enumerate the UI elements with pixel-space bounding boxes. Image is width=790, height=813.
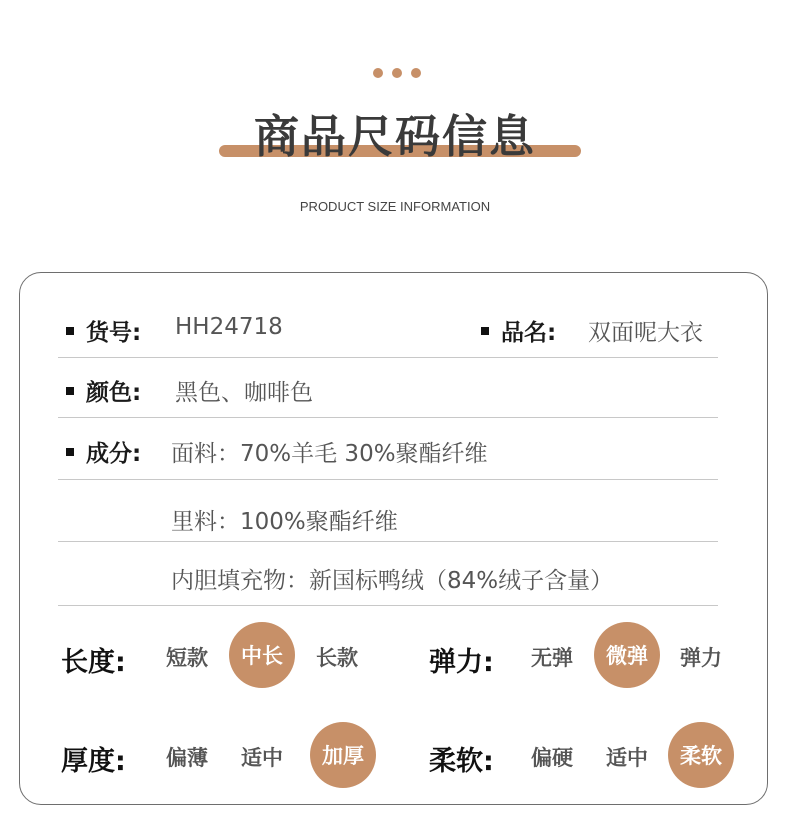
item-no-label-wrap — [66, 314, 141, 347]
info-card — [19, 272, 768, 805]
thickness-option-thin: 偏薄 — [166, 746, 208, 770]
dot-icon — [373, 68, 383, 78]
dot-icon — [392, 68, 402, 78]
name-label-wrap — [481, 314, 556, 347]
elasticity-option-slight-selected: 微弹 — [594, 622, 660, 688]
elasticity-option-none: 无弹 — [531, 646, 573, 670]
composition-label: 成分: — [86, 441, 142, 467]
softness-option-hard: 偏硬 — [531, 746, 573, 770]
decoration-dots — [373, 68, 421, 78]
bullet-icon — [481, 327, 489, 335]
softness-option-medium: 适中 — [606, 746, 648, 770]
thickness-label: 厚度: — [61, 746, 126, 777]
length-option-short: 短款 — [166, 646, 208, 670]
length-label: 长度: — [61, 647, 126, 678]
softness-option-soft-selected: 柔软 — [668, 722, 734, 788]
dot-icon — [411, 68, 421, 78]
item-no-label: 货号: — [86, 320, 142, 346]
thickness-option-thick-selected: 加厚 — [310, 722, 376, 788]
elasticity-label: 弹力: — [429, 647, 494, 678]
bullet-icon — [66, 387, 74, 395]
thickness-option-medium: 适中 — [241, 746, 283, 770]
filling-value: 内胆填充物：新国标鸭绒（84%绒子含量） — [171, 568, 614, 594]
divider — [58, 417, 718, 418]
divider — [58, 605, 718, 606]
color-label-wrap — [66, 374, 141, 407]
divider — [58, 479, 718, 480]
divider — [58, 357, 718, 358]
page-subtitle: PRODUCT SIZE INFORMATION — [299, 199, 491, 214]
softness-label: 柔软: — [429, 746, 494, 777]
color-label: 颜色: — [86, 380, 142, 406]
length-option-long: 长款 — [316, 646, 358, 670]
divider — [58, 541, 718, 542]
composition-label-wrap — [66, 435, 141, 468]
item-no-value: HH24718 — [175, 314, 283, 340]
color-value: 黑色、咖啡色 — [175, 380, 313, 406]
bullet-icon — [66, 327, 74, 335]
page-title: 商品尺码信息 — [253, 110, 536, 163]
lining-value: 里料：100%聚酯纤维 — [171, 509, 398, 535]
elasticity-option-stretch: 弹力 — [680, 646, 722, 670]
bullet-icon — [66, 448, 74, 456]
length-option-medium-selected: 中长 — [229, 622, 295, 688]
name-value: 双面呢大衣 — [588, 320, 703, 346]
name-label: 品名: — [501, 320, 557, 346]
fabric-value: 面料：70%羊毛 30%聚酯纤维 — [171, 441, 488, 467]
